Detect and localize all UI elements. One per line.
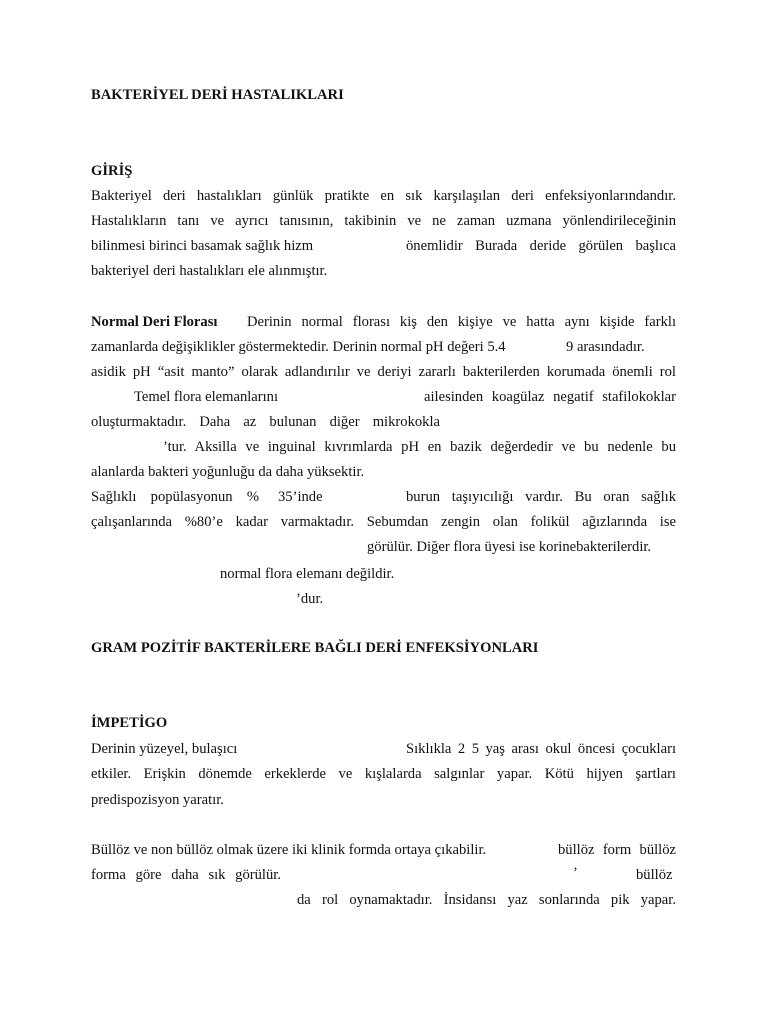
flora-line-3: asidik pH “asit manto” olarak adlandırılır ve deriyi zararlı bakterilerden korumada önemli rol <box>91 364 676 380</box>
impetigo-line-2: etkiler. Erişkin dönemde erkeklerde ve kışlalarda salgınlar yapar. Kötü hijyen şartları <box>91 766 676 782</box>
section-heading-flora: Normal Deri Florası <box>91 314 218 330</box>
giris-line-1: Bakteriyel deri hastalıkları günlük pratikte en sık karşılaşılan deri enfeksiyonlarındandır. <box>91 188 676 204</box>
impetigo-line-5c: büllöz <box>636 867 673 883</box>
flora-line-8c: burun taşıyıcılığı vardır. Bu oran sağlık <box>406 489 676 505</box>
flora-line-2a: zamanlarda değişiklikler göstermektedir. Derinin normal pH değeri 5.4 <box>91 339 506 355</box>
flora-line-10: görülür. Diğer flora üyesi ise korinebakterilerdir. <box>367 539 652 555</box>
impetigo-line-5a: forma göre daha sık görülür. <box>91 867 281 883</box>
flora-line-5: oluşturmaktadır. Daha az bulunan diğer mikrokokla <box>91 414 440 430</box>
impetigo-line-1a: Derinin yüzeyel, bulaşıcı <box>91 741 238 757</box>
flora-line-1: Derinin normal florası kiş den kişiye ve hatta aynı kişide farklı <box>247 314 676 330</box>
flora-line-4a: Temel flora elemanlarını <box>134 389 279 405</box>
giris-line-4: bakteriyel deri hastalıkları ele alınmıştır. <box>91 263 328 279</box>
impetigo-line-5b: ’ <box>573 865 578 881</box>
impetigo-line-1b: Sıklıkla 2 5 yaş arası okul öncesi çocukları <box>406 741 676 757</box>
flora-line-11: normal flora elemanı değildir. <box>220 566 395 582</box>
impetigo-line-4b: büllöz form büllöz <box>558 842 676 858</box>
flora-line-6: ’tur. Aksilla ve inguinal kıvrımlarda pH en bazik değerdedir ve bu nedenle bu <box>163 439 676 455</box>
giris-line-3a: bilinmesi birinci basamak sağlık hizm <box>91 238 314 254</box>
impetigo-line-6: da rol oynamaktadır. İnsidansı yaz sonlarında pik yapar. <box>297 892 676 908</box>
flora-line-4b: ailesinden koagülaz negatif stafilokoklar <box>424 389 676 405</box>
giris-line-2: Hastalıkların tanı ve ayrıcı tanısının, takibinin ve ne zaman uzmana yönlendirileceğinin <box>91 213 676 229</box>
flora-line-7: alanlarda bakteri yoğunluğu da daha yüksektir. <box>91 464 365 480</box>
section-heading-impetigo: İMPETİGO <box>91 715 168 731</box>
flora-line-2b: 9 arasındadır. <box>566 339 645 355</box>
impetigo-line-3: predispozisyon yaratır. <box>91 792 224 808</box>
document-title: BAKTERİYEL DERİ HASTALIKLARI <box>91 87 344 103</box>
flora-line-8b: 35’inde <box>278 489 323 505</box>
flora-line-8a: Sağlıklı popülasyonun % <box>91 489 259 505</box>
section-heading-gram: GRAM POZİTİF BAKTERİLERE BAĞLI DERİ ENFEKSİYONLARI <box>91 640 539 656</box>
flora-line-12: ’dur. <box>296 591 324 607</box>
giris-line-3b: önemlidir Burada deride görülen başlıca <box>406 238 676 254</box>
impetigo-line-4a: Büllöz ve non büllöz olmak üzere iki klinik formda ortaya çıkabilir. <box>91 842 487 858</box>
section-heading-giris: GİRİŞ <box>91 163 133 179</box>
flora-line-9: çalışanlarında %80’e kadar varmaktadır. Sebumdan zengin olan folikül ağızlarında ise <box>91 514 676 530</box>
